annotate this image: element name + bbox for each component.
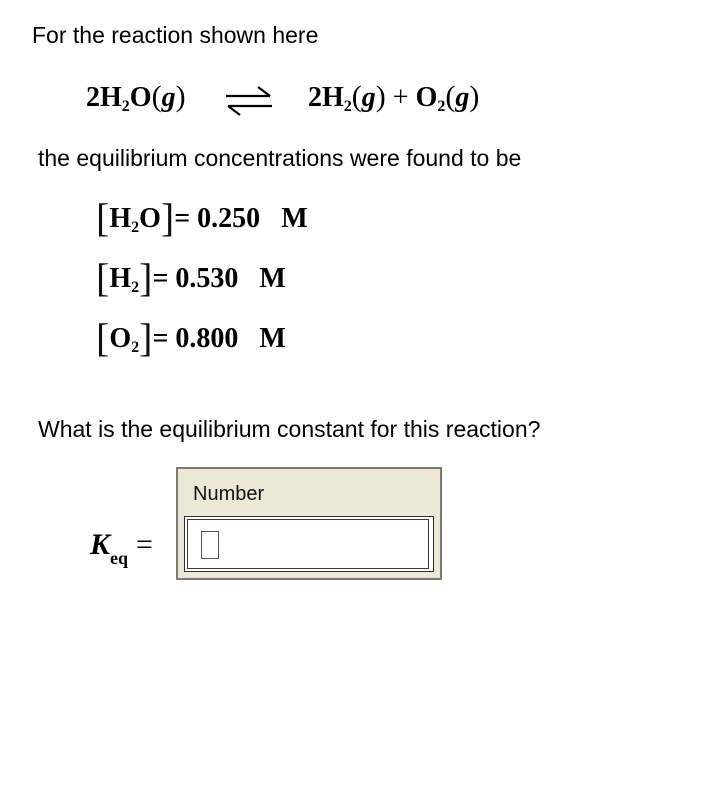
reaction-products [308, 82, 479, 115]
concentration-h2o [96, 195, 308, 240]
concentration-value: = 0.250 [174, 203, 261, 234]
paren-close: ) [175, 80, 186, 113]
plus-sign: + [392, 82, 409, 113]
concentration-o2 [96, 315, 286, 360]
species-rest: O [139, 203, 161, 234]
concentrations-text: the equilibrium concentrations were found to be [38, 145, 522, 171]
species: O [109, 323, 132, 354]
reactant-rest: O [129, 82, 152, 113]
bracket-close: ] [139, 255, 153, 300]
species: H [109, 263, 132, 294]
concentration-unit: M [259, 323, 286, 354]
bracket-close: ] [160, 195, 175, 240]
concentration-value: = 0.800 [152, 323, 239, 354]
equilibrium-arrow-icon [224, 84, 274, 118]
species: H [109, 203, 132, 234]
paren-open: ( [351, 80, 362, 113]
species-sub: 2 [131, 219, 140, 236]
bracket-close: ] [139, 315, 153, 360]
product2-sub: 2 [437, 98, 446, 115]
keq-subscript: eq [110, 548, 129, 568]
product2: O [415, 82, 438, 113]
keq-equals: = [136, 528, 153, 561]
species-sub: 2 [131, 339, 140, 356]
answer-label: Number [193, 483, 265, 505]
paren-open: ( [445, 80, 456, 113]
keq-answer-input[interactable] [187, 519, 429, 569]
concentration-unit: M [259, 263, 286, 294]
answer-panel [176, 467, 442, 580]
keq-symbol: K [90, 528, 111, 561]
reaction-equation [86, 82, 186, 115]
keq-label [90, 528, 153, 569]
reactant-sub: 2 [121, 98, 130, 115]
concentration-value: = 0.530 [152, 263, 239, 294]
answer-input-wrapper [184, 516, 434, 572]
product1-sub: 2 [343, 98, 352, 115]
concentration-unit: M [281, 203, 308, 234]
bracket-open: [ [96, 255, 110, 300]
product2-state: g [455, 82, 470, 113]
intro-text: For the reaction shown here [32, 22, 319, 48]
species-sub: 2 [131, 279, 140, 296]
bracket-open: [ [96, 195, 110, 240]
question-text: What is the equilibrium constant for this reaction? [38, 416, 541, 442]
reactant-coef: 2H [86, 82, 122, 113]
bracket-open: [ [96, 315, 110, 360]
product1-coef: 2H [308, 82, 344, 113]
product1-state: g [361, 82, 376, 113]
paren-open: ( [151, 80, 162, 113]
concentration-h2 [96, 255, 286, 300]
paren-close: ) [469, 80, 480, 113]
reactant-state: g [161, 82, 176, 113]
paren-close: ) [375, 80, 386, 113]
